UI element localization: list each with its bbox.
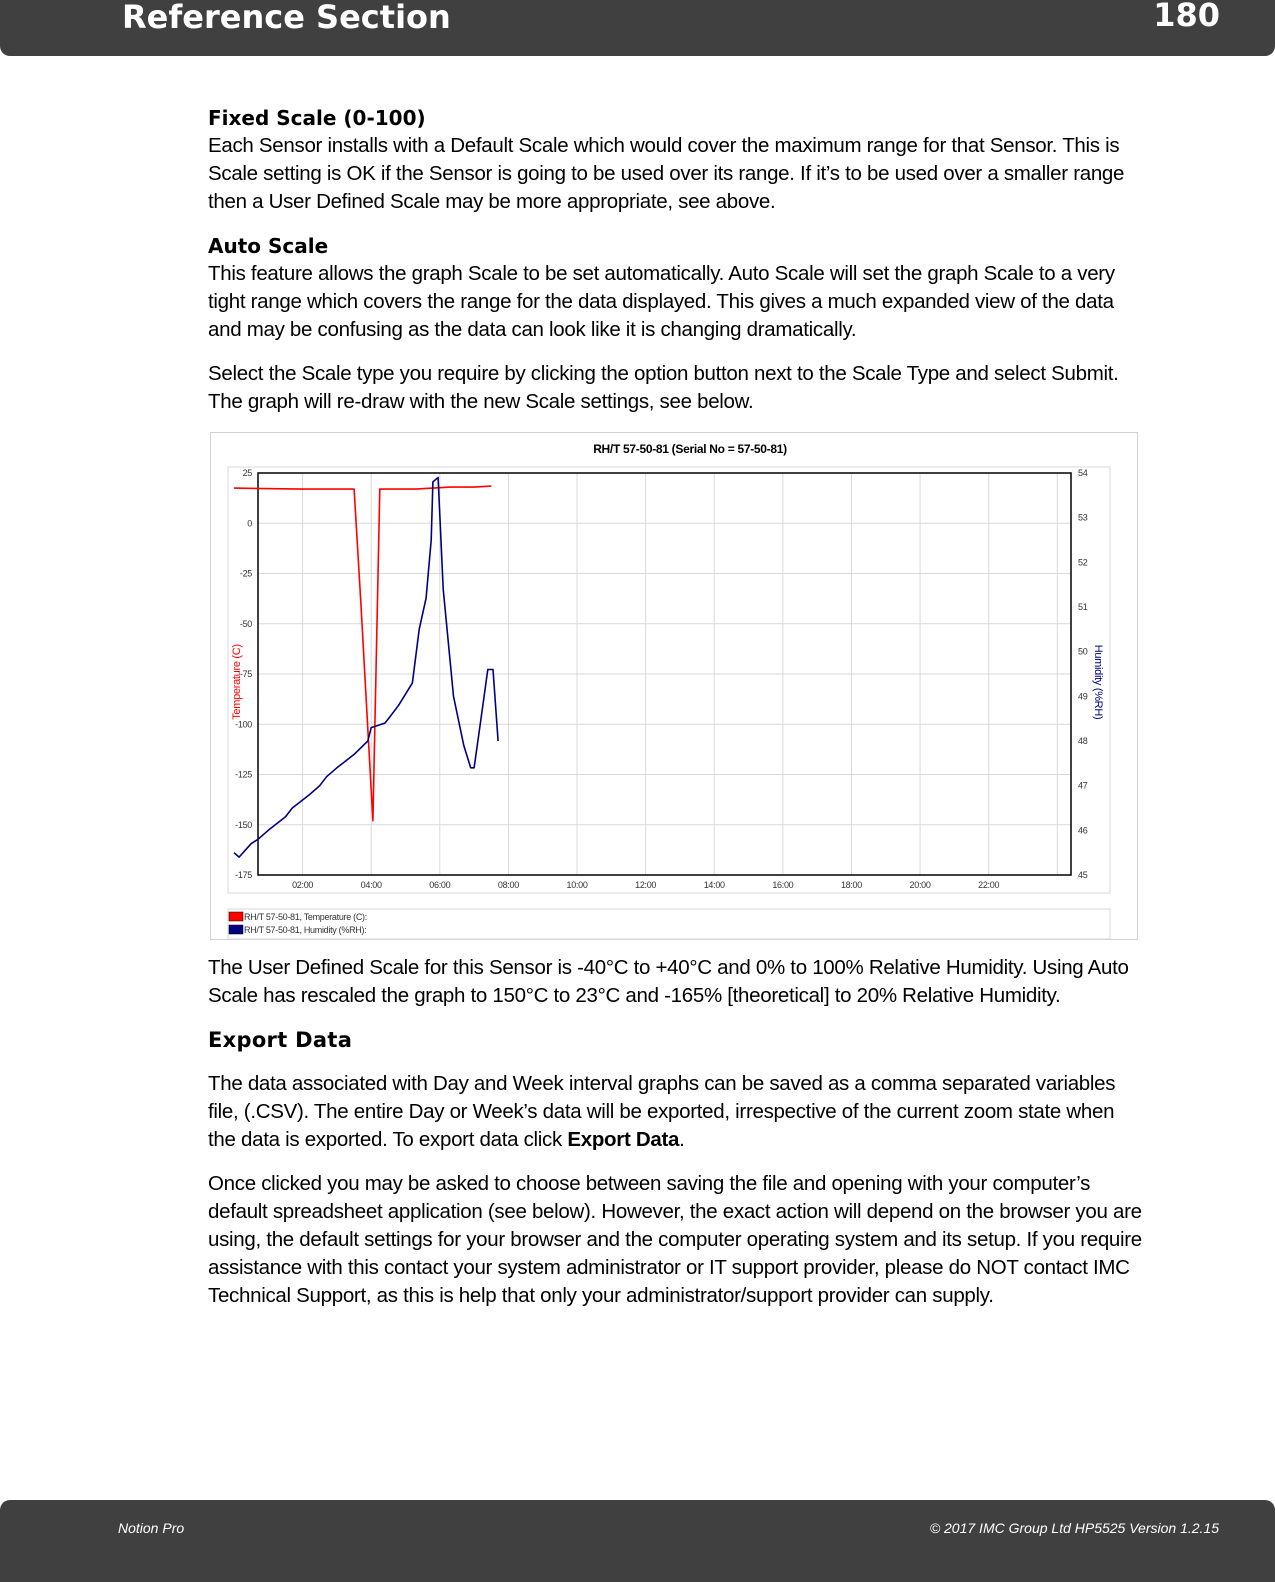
x-tick-label: 02:00 (292, 880, 314, 890)
fixed-scale-paragraph (208, 104, 1143, 216)
x-tick-label: 10:00 (566, 880, 588, 890)
page-footer (0, 1500, 1275, 1582)
y-tick-label-right: 46 (1078, 825, 1088, 836)
chart-screenshot (210, 432, 1138, 940)
y-tick-label-left: -125 (235, 769, 252, 780)
auto-scale-paragraph (208, 232, 1143, 344)
auto-scale-text: This feature allows the graph Scale to be set automatically. Auto Scale will set the graph Scale to a very tight range which covers the range for the data displayed. This gives a much expanded view of the data and may be confusing as the data can look like it is changing dramatically. (208, 262, 1115, 341)
fixed-scale-heading: Fixed Scale (0-100) (208, 106, 426, 130)
y-tick-label-left: -150 (235, 819, 252, 830)
y-tick-label-left: 25 (242, 468, 252, 478)
y-tick-label-left: 0 (247, 518, 252, 529)
auto-scale-heading: Auto Scale (208, 234, 329, 258)
x-tick-label: 08:00 (497, 880, 519, 890)
export-paragraph-2: Once clicked you may be asked to choose between saving the file and opening with your computer’s default spreadsheet application (see below). However, the exact action will depend on the browser you are using, the default settings for your browser and the computer operating system and its setup. If you require assistance with this contact your system administrator or IT support provider, please do NOT contact IMC Technical Support, as this is help that only your administrator/support provider can supply. (208, 1172, 1142, 1307)
export-paragraph (208, 1070, 1143, 1154)
legend-label: RH/T 57-50-81, Humidity (%RH): (244, 925, 367, 935)
y-tick-label-right: 45 (1078, 870, 1088, 880)
y-tick-label-right: 52 (1078, 557, 1088, 568)
legend-label: RH/T 57-50-81, Temperature (C): (244, 912, 367, 922)
y-tick-label-right: 53 (1078, 512, 1088, 523)
legend-swatch (229, 912, 243, 921)
y-tick-label-left: -175 (235, 870, 252, 880)
x-tick-label: 04:00 (360, 880, 382, 890)
export-data-bold: Export Data (567, 1128, 680, 1151)
y-axis-left-label: Temperature (C) (231, 644, 243, 720)
select-scale-paragraph: Select the Scale type you require by clicking the option button next to the Scale Type and select Submit. The graph will re-draw with the new Scale settings, see below. (208, 362, 1119, 413)
page-content (208, 104, 1143, 1326)
export-text-post: . (679, 1128, 685, 1151)
page-number: 180 (1153, 0, 1220, 34)
x-tick-label: 12:00 (635, 880, 657, 890)
footer-copyright: © 2017 IMC Group Ltd HP5525 Version 1.2.15 (929, 1520, 1219, 1536)
y-tick-label-right: 47 (1078, 780, 1088, 791)
legend-swatch (229, 925, 243, 934)
x-tick-label: 22:00 (978, 880, 1000, 890)
x-tick-label: 18:00 (840, 880, 862, 890)
y-axis-right-label: Humidity (%RH) (1092, 644, 1104, 720)
y-tick-label-left: -25 (239, 568, 252, 579)
y-tick-label-right: 48 (1078, 736, 1088, 746)
export-heading: Export Data (208, 1028, 353, 1052)
footer-product: Notion Pro (118, 1520, 185, 1536)
fixed-scale-text: Each Sensor installs with a Default Scale which would cover the maximum range for that Sensor. This is Scale setting is OK if the Sensor is going to be used over its range. If it’s to be used over a smaller range then a User Defined Scale may be more appropriate, see above. (208, 134, 1125, 213)
y-tick-label-left: -100 (235, 719, 252, 730)
export-text-pre: The data associated with Day and Week interval graphs can be saved as a comma separated variables file, (.CSV). The entire Day or Week’s data will be exported, irrespective of the current zoom state when the data is exported. To export data click (208, 1072, 1116, 1151)
y-tick-label-right: 51 (1078, 602, 1088, 612)
chart-border (211, 433, 1138, 940)
after-chart-paragraph: The User Defined Scale for this Sensor is -40°C to +40°C and 0% to 100% Relative Humidity. Using Auto Scale has rescaled the graph to 150°C to 23°C and -165% [theoretical] to 20% Relative Humidity. (208, 956, 1129, 1007)
x-tick-label: 20:00 (909, 880, 931, 890)
y-tick-label-right: 49 (1078, 691, 1088, 702)
y-tick-label-left: -50 (239, 618, 252, 629)
y-tick-label-right: 50 (1078, 646, 1088, 657)
section-title: Reference Section (122, 0, 451, 36)
x-tick-label: 14:00 (703, 880, 725, 890)
chart-title: RH/T 57-50-81 (Serial No = 57-50-81) (593, 442, 787, 456)
x-tick-label: 16:00 (772, 880, 794, 890)
line-chart (210, 432, 1138, 940)
page-header (0, 0, 1275, 56)
x-tick-label: 06:00 (429, 880, 451, 890)
y-tick-label-left: -75 (239, 669, 252, 679)
y-tick-label-right: 54 (1078, 468, 1088, 478)
